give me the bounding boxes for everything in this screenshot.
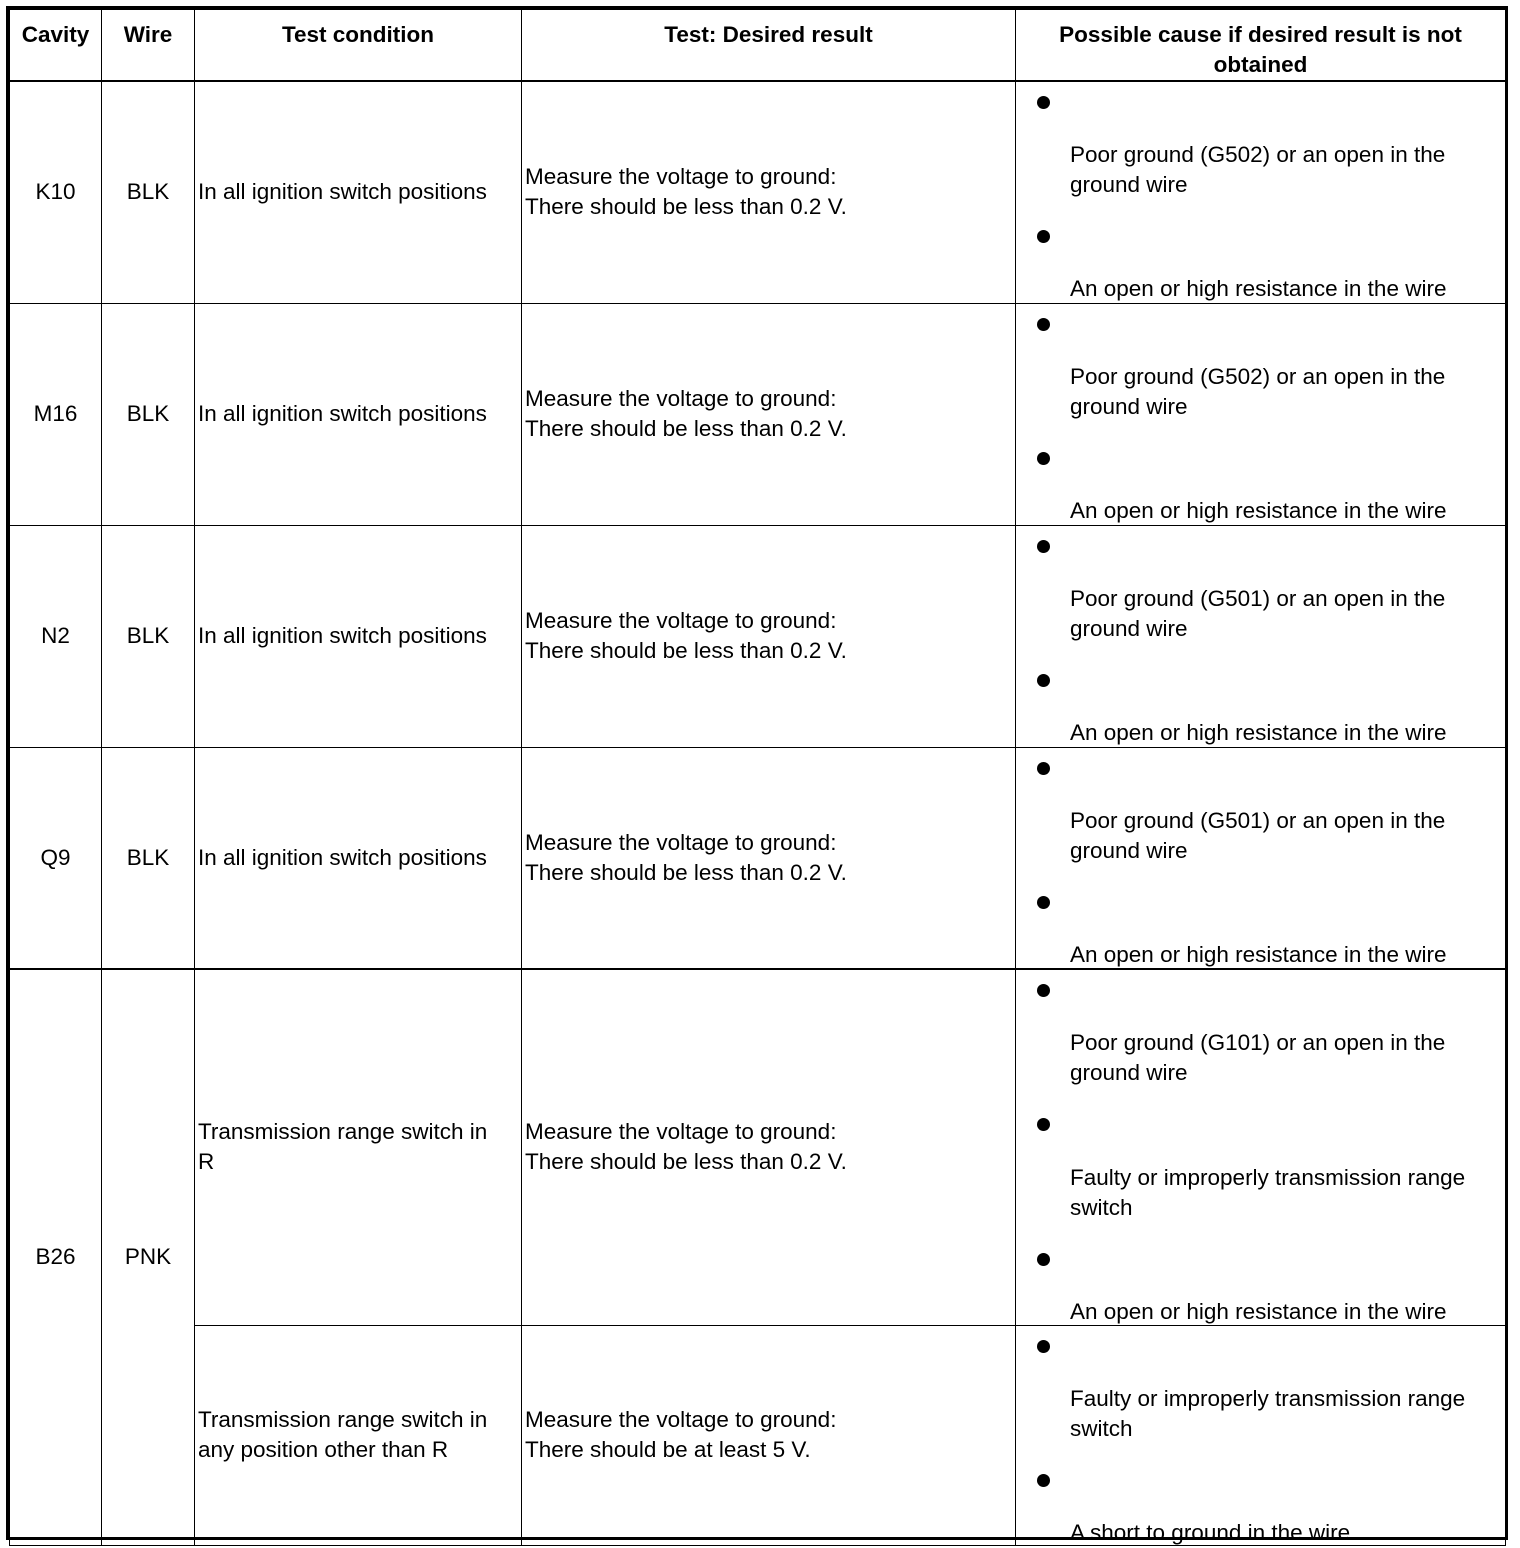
- bullet-icon: [1037, 896, 1050, 909]
- bullet-icon: [1037, 1474, 1050, 1487]
- result-cell: [522, 1325, 1016, 1545]
- cause-item: An open or high resistance in the wire: [1070, 497, 1447, 523]
- table-row: [10, 1325, 1506, 1545]
- cause-cell: [1016, 969, 1506, 1325]
- cause-cell: [1016, 525, 1506, 747]
- cavity-cell: B26: [10, 969, 102, 1545]
- cause-item: Poor ground (G501) or an open in the ground wire: [1070, 585, 1446, 641]
- cause-item: A short to ground in the wire: [1070, 1519, 1351, 1545]
- cause-item: An open or high resistance in the wire: [1070, 276, 1447, 301]
- bullet-icon: [1037, 984, 1050, 997]
- cause-item: Faulty or improperly transmission range switch: [1070, 1165, 1466, 1220]
- result-cell: [522, 747, 1016, 969]
- cause-item: An open or high resistance in the wire: [1070, 941, 1447, 967]
- wire-cell: PNK: [102, 969, 195, 1545]
- condition-cell: Transmission range switch in R: [195, 969, 522, 1325]
- result-line: Measure the voltage to ground:: [525, 608, 837, 633]
- header-test-condition: Test condition: [195, 10, 522, 82]
- header-wire: Wire: [102, 10, 195, 82]
- condition-cell: In all ignition switch positions: [195, 303, 522, 525]
- result-line: Measure the voltage to ground:: [525, 829, 837, 855]
- condition-cell: In all ignition switch positions: [195, 525, 522, 747]
- header-row: [10, 10, 1506, 82]
- table-row: [10, 525, 1506, 747]
- result-line: There should be less than 0.2 V.: [525, 194, 847, 220]
- table-row: [10, 303, 1506, 525]
- cause-cell: [1016, 747, 1506, 969]
- table-row: [10, 969, 1506, 1325]
- bullet-icon: [1037, 96, 1050, 109]
- cause-item: Poor ground (G101) or an open in the ground wire: [1070, 1030, 1446, 1085]
- result-line: Measure the voltage to ground:: [525, 1407, 837, 1432]
- cavity-cell: M16: [10, 303, 102, 525]
- result-cell: [522, 525, 1016, 747]
- table-row: [10, 747, 1506, 969]
- bullet-icon: [1037, 1340, 1050, 1353]
- wire-cell: BLK: [102, 81, 195, 303]
- header-desired-result: Test: Desired result: [522, 10, 1016, 82]
- cavity-cell: Q9: [10, 747, 102, 969]
- cause-item: Poor ground (G502) or an open in the ground wire: [1070, 363, 1446, 419]
- cause-cell: [1016, 1325, 1506, 1545]
- result-line: There should be less than 0.2 V.: [525, 1149, 847, 1175]
- bullet-icon: [1037, 674, 1050, 687]
- result-line: There should be less than 0.2 V.: [525, 859, 847, 885]
- result-line: Measure the voltage to ground:: [525, 1119, 837, 1145]
- cause-cell: [1016, 81, 1506, 303]
- bullet-icon: [1037, 318, 1050, 331]
- cavity-cell: N2: [10, 525, 102, 747]
- bullet-icon: [1037, 762, 1050, 775]
- result-line: There should be less than 0.2 V.: [525, 416, 847, 441]
- cause-item: An open or high resistance in the wire: [1070, 1299, 1447, 1324]
- result-line: Measure the voltage to ground:: [525, 386, 837, 411]
- cause-item: An open or high resistance in the wire: [1070, 719, 1447, 745]
- bullet-icon: [1037, 230, 1050, 243]
- cavity-cell: K10: [10, 81, 102, 303]
- condition-cell: Transmission range switch in any position other than R: [195, 1325, 522, 1545]
- result-cell: [522, 81, 1016, 303]
- condition-cell: In all ignition switch positions: [195, 81, 522, 303]
- header-possible-cause: Possible cause if desired result is not obtained: [1016, 10, 1506, 82]
- diagnostic-table: [6, 6, 1508, 1545]
- header-cavity: Cavity: [10, 10, 102, 82]
- bullet-icon: [1037, 1253, 1050, 1266]
- wire-cell: BLK: [102, 303, 195, 525]
- result-line: There should be at least 5 V.: [525, 1437, 811, 1462]
- cause-cell: [1016, 303, 1506, 525]
- result-line: There should be less than 0.2 V.: [525, 638, 847, 663]
- wire-cell: BLK: [102, 747, 195, 969]
- cause-item: Faulty or improperly transmission range switch: [1070, 1385, 1466, 1441]
- table-row: [10, 81, 1506, 303]
- result-cell: [522, 969, 1016, 1325]
- cause-item: Poor ground (G501) or an open in the ground wire: [1070, 807, 1446, 863]
- result-line: Measure the voltage to ground:: [525, 164, 837, 190]
- result-cell: [522, 303, 1016, 525]
- bullet-icon: [1037, 540, 1050, 553]
- bullet-icon: [1037, 452, 1050, 465]
- cause-item: Poor ground (G502) or an open in the ground wire: [1070, 142, 1446, 197]
- condition-cell: In all ignition switch positions: [195, 747, 522, 969]
- wire-cell: BLK: [102, 525, 195, 747]
- bullet-icon: [1037, 1118, 1050, 1131]
